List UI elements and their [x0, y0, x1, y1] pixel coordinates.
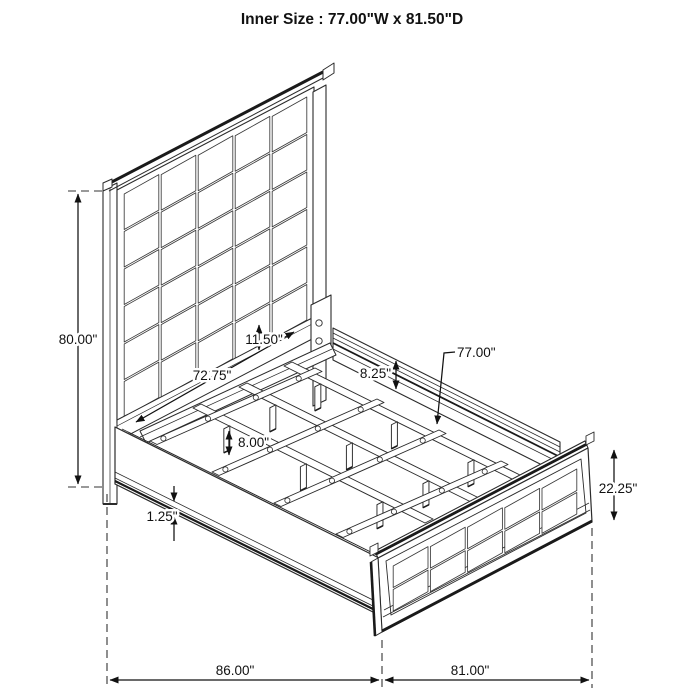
dim-label-panel-bottom-gap: 11.50"	[245, 332, 283, 347]
dim-label-headboard-height: 80.00"	[58, 332, 98, 347]
dim-label-footboard-height: 22.25"	[598, 481, 638, 496]
dim-label-overall-depth: 81.00"	[450, 663, 490, 678]
dim-label-support-leg-height: 8.00"	[238, 435, 270, 450]
dim-label-headboard-width: 72.75"	[192, 368, 232, 383]
dim-label-overall-width: 86.00"	[215, 663, 255, 678]
diagram-title: Inner Size : 77.00"W x 81.50"D	[240, 11, 464, 28]
dim-label-inner-width: 77.00"	[457, 345, 496, 360]
dim-label-side-rail-height: 8.25"	[359, 366, 391, 381]
dim-label-rail-lip: 1.25"	[146, 509, 178, 524]
